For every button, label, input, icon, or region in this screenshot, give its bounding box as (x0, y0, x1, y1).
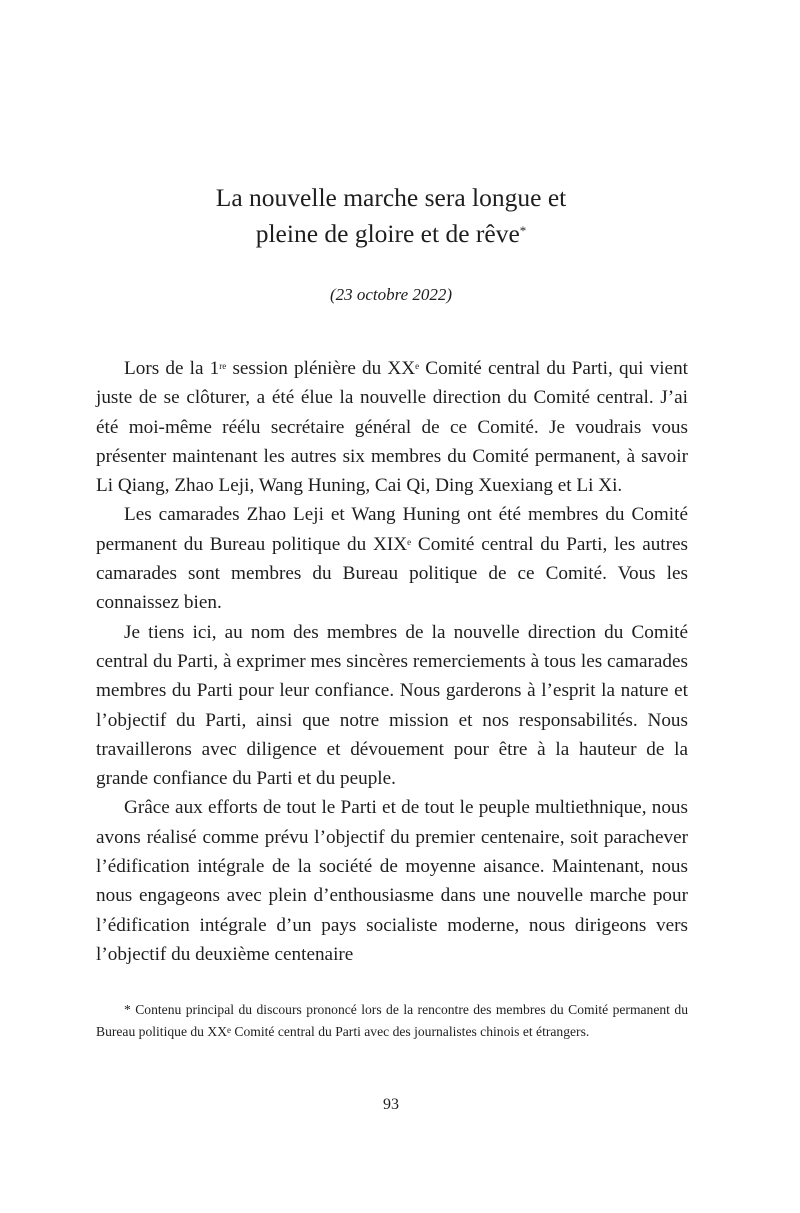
paragraph-1-part-a: Lors de la 1 (124, 358, 220, 379)
title-footnote-marker: * (519, 223, 527, 238)
chapter-title-line-2 (100, 216, 682, 252)
footnote-part-a: * Contenu principal du discours prononcé lors de la rencontre des membres du Comité permanent du Bureau politique du XX (96, 1002, 688, 1039)
footnote (96, 999, 688, 1043)
superscript-re: re (219, 361, 227, 371)
chapter-title (100, 180, 682, 252)
paragraph-3: Je tiens ici, au nom des membres de la nouvelle direction du Comité central du Parti, à exprimer mes sincères remerciements à tous les camarades membres du Parti pour leur confiance. Nous garderons à l’esprit la nature et l’objectif du Parti, ainsi que notre mission et nos responsabilités. Nous travaillerons avec diligence et dévouement pour être à la hauteur de la grande confiance du Parti et du peuple. (96, 621, 688, 790)
superscript-e: e (407, 536, 412, 547)
chapter-title-line-1: La nouvelle marche sera longue et (215, 183, 567, 212)
superscript-e: e (227, 1025, 232, 1035)
page-number: 93 (383, 1096, 399, 1113)
body-text (96, 354, 688, 969)
superscript-e: e (415, 361, 420, 371)
paragraph-2-part-b: Comité central du Parti, les autres camarades sont membres du Bureau politique de ce Comité. Vous les connaissez bien. (96, 533, 689, 614)
paragraph-1-part-b: session plénière du XX (226, 358, 416, 379)
paragraph-2 (96, 500, 688, 617)
paragraph-4: Grâce aux efforts de tout le Parti et de tout le peuple multiethnique, nous avons réalisé comme prévu l’objectif du premier centenaire, soit parachever l’édification intégrale de la société de moyenne aisance. Maintenant, nous nous engageons avec plein d’enthousiasme dans une nouvelle marche pour l’édification intégrale d’un pays socialiste moderne, nous dirigeons vers l’objectif du deuxième centenaire (96, 797, 688, 965)
speech-date: (23 octobre 2022) (329, 285, 453, 304)
chapter-title-line-2-text: pleine de gloire et de rêve (255, 219, 520, 248)
paragraph-1 (96, 354, 688, 500)
paragraph-1-part-c: Comité central du Parti, qui vient juste de se clôturer, a été élue la nouvelle direction du Comité central. J’ai été moi-même réélu secrétaire général de ce Comité. Je voudrais vous présenter maintenant les autres six membres du Comité permanent, à savoir Li Qiang, Zhao Leji, Wang Huning, Cai Qi, Ding Xuexiang et Li Xi. (96, 358, 689, 497)
footnote-part-b: Comité central du Parti avec des journalistes chinois et étrangers. (231, 1024, 590, 1039)
paragraph-2-part-a: Les camarades Zhao Leji et Wang Huning ont été membres du Comité permanent du Bureau politique du XIX (96, 504, 688, 555)
